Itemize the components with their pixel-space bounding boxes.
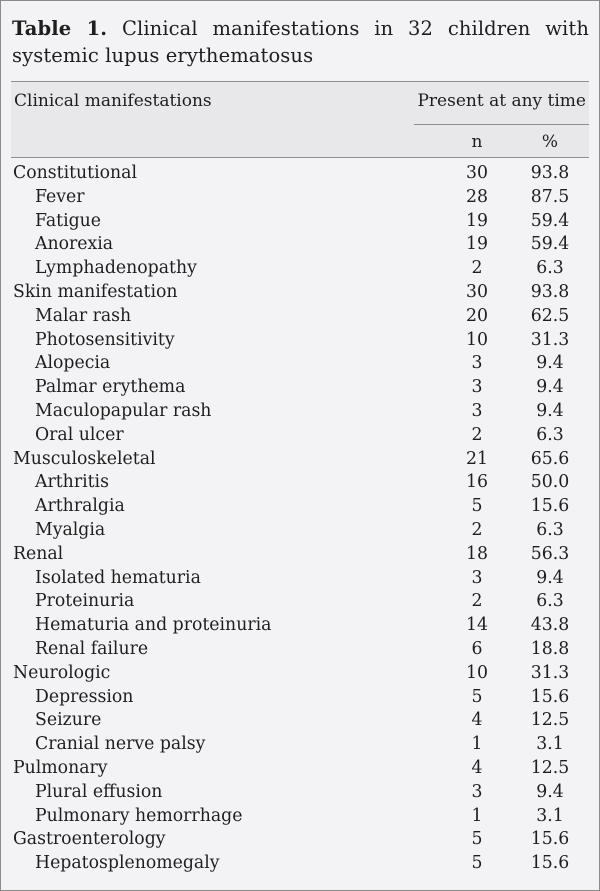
table-row-subitem (11, 400, 589, 424)
table-row-subitem (11, 471, 589, 495)
row-n-value: 20 (466, 305, 488, 326)
row-n-value: 5 (471, 686, 483, 707)
row-label: Seizure (35, 710, 102, 731)
row-label: Pulmonary (13, 757, 108, 778)
row-label: Malar rash (35, 305, 132, 326)
row-n-value: 2 (471, 591, 483, 612)
row-label: Cranial nerve palsy (35, 734, 206, 755)
table-row-subitem (11, 733, 589, 757)
row-n-value: 4 (471, 757, 483, 778)
row-n-value: 3 (471, 781, 483, 802)
row-label: Renal failure (35, 638, 149, 659)
row-percent-value: 65.6 (530, 448, 570, 469)
row-label: Fever (35, 186, 85, 207)
row-percent-value: 9.4 (536, 781, 564, 802)
row-n-value: 1 (471, 734, 483, 755)
table-row-category (11, 448, 589, 472)
table-row-subitem (11, 424, 589, 448)
table-row-subitem (11, 781, 589, 805)
row-n-value: 3 (471, 567, 483, 588)
row-n-value: 30 (466, 163, 488, 183)
table-header (11, 81, 589, 158)
row-percent-value: 3.1 (536, 734, 564, 755)
row-percent-value: 59.4 (530, 234, 570, 255)
header-present-at-any-time: Present at any time (417, 91, 586, 111)
row-percent-value: 9.4 (536, 377, 564, 398)
header-n: n (471, 132, 483, 152)
row-percent-value: 6.3 (536, 519, 564, 540)
row-percent-value: 6.3 (536, 591, 564, 612)
table-row-category (11, 281, 589, 305)
row-percent-value: 93.8 (530, 163, 570, 183)
row-n-value: 21 (466, 448, 488, 469)
row-n-value: 10 (466, 329, 488, 350)
table-row-subitem (11, 352, 589, 376)
row-label: Palmar erythema (35, 377, 186, 398)
row-label: Myalgia (35, 519, 106, 540)
row-percent-value: 59.4 (530, 210, 570, 231)
row-percent-value: 62.5 (530, 305, 570, 326)
table-row-subitem (11, 852, 589, 876)
row-label: Hematuria and proteinuria (35, 615, 272, 636)
table-row-subitem (11, 614, 589, 638)
row-n-value: 2 (471, 519, 483, 540)
row-n-value: 3 (471, 353, 483, 374)
row-n-value: 19 (466, 210, 488, 231)
row-percent-value: 31.3 (530, 662, 570, 683)
row-percent-value: 12.5 (530, 757, 570, 778)
row-percent-value: 87.5 (530, 186, 570, 207)
row-label: Pulmonary hemorrhage (35, 805, 243, 826)
table-row-category (11, 757, 589, 781)
table-row-subitem (11, 805, 589, 829)
row-percent-value: 31.3 (530, 329, 570, 350)
row-label: Gastroenterology (13, 829, 166, 850)
row-percent-value: 15.6 (530, 496, 570, 517)
table-row-subitem (11, 567, 589, 591)
row-n-value: 6 (471, 638, 483, 659)
row-label: Musculoskeletal (13, 448, 156, 469)
row-n-value: 3 (471, 377, 483, 398)
table-body (11, 162, 589, 876)
row-percent-value: 15.6 (530, 853, 570, 874)
table-row-subitem (11, 210, 589, 234)
row-percent-value: 6.3 (536, 258, 564, 279)
row-label: Alopecia (35, 353, 111, 374)
table-row-category (11, 162, 589, 186)
row-label: Lymphadenopathy (35, 258, 197, 279)
table-row-subitem (11, 376, 589, 400)
row-n-value: 28 (466, 186, 488, 207)
row-percent-value: 9.4 (536, 567, 564, 588)
row-n-value: 18 (466, 543, 488, 564)
row-n-value: 10 (466, 662, 488, 683)
row-label: Isolated hematuria (35, 567, 201, 588)
table-row-subitem (11, 519, 589, 543)
table-row-subitem (11, 686, 589, 710)
row-label: Arthralgia (35, 496, 125, 517)
header-group-rule (414, 124, 589, 125)
header-clinical-manifestations: Clinical manifestations (14, 91, 212, 111)
table-row-subitem (11, 638, 589, 662)
table-title: Clinical manifestations in 32 children with systemic lupus erythematosus (12, 17, 589, 67)
row-label: Renal (13, 543, 64, 564)
table-row-subitem (11, 305, 589, 329)
header-percent: % (541, 132, 559, 152)
row-percent-value: 3.1 (536, 805, 564, 826)
row-label: Depression (35, 686, 134, 707)
row-n-value: 19 (466, 234, 488, 255)
table-row-subitem (11, 709, 589, 733)
row-percent-value: 18.8 (530, 638, 570, 659)
row-n-value: 2 (471, 424, 483, 445)
row-label: Arthritis (35, 472, 109, 493)
row-label: Proteinuria (35, 591, 135, 612)
row-label: Fatigue (35, 210, 102, 231)
table-row-subitem (11, 257, 589, 281)
row-n-value: 5 (471, 496, 483, 517)
row-n-value: 5 (471, 829, 483, 850)
table-row-category (11, 543, 589, 567)
row-percent-value: 93.8 (530, 281, 570, 302)
row-n-value: 3 (471, 400, 483, 421)
table-row-subitem (11, 329, 589, 353)
row-label: Neurologic (13, 662, 111, 683)
row-percent-value: 50.0 (530, 472, 570, 493)
row-percent-value: 6.3 (536, 424, 564, 445)
row-label: Constitutional (13, 163, 138, 183)
table-row-subitem (11, 495, 589, 519)
row-label: Maculopapular rash (35, 400, 212, 421)
row-percent-value: 15.6 (530, 686, 570, 707)
row-percent-value: 12.5 (530, 710, 570, 731)
row-label: Skin manifestation (13, 281, 178, 302)
row-n-value: 4 (471, 710, 483, 731)
table-caption (12, 15, 589, 69)
row-n-value: 5 (471, 853, 483, 874)
row-label: Photosensitivity (35, 329, 175, 350)
row-percent-value: 15.6 (530, 829, 570, 850)
table-row-category (11, 828, 589, 852)
row-percent-value: 43.8 (530, 615, 570, 636)
row-n-value: 1 (471, 805, 483, 826)
row-n-value: 14 (466, 615, 488, 636)
table-row-subitem (11, 233, 589, 257)
row-percent-value: 56.3 (530, 543, 570, 564)
table-row-subitem (11, 590, 589, 614)
table-label: Table 1. (12, 17, 108, 40)
row-percent-value: 9.4 (536, 353, 564, 374)
row-n-value: 2 (471, 258, 483, 279)
row-label: Oral ulcer (35, 424, 124, 445)
row-label: Plural effusion (35, 781, 163, 802)
row-label: Hepatosplenomegaly (35, 853, 220, 874)
row-percent-value: 9.4 (536, 400, 564, 421)
row-n-value: 16 (466, 472, 488, 493)
row-n-value: 30 (466, 281, 488, 302)
table-row-subitem (11, 186, 589, 210)
table-row-category (11, 662, 589, 686)
row-label: Anorexia (35, 234, 114, 255)
